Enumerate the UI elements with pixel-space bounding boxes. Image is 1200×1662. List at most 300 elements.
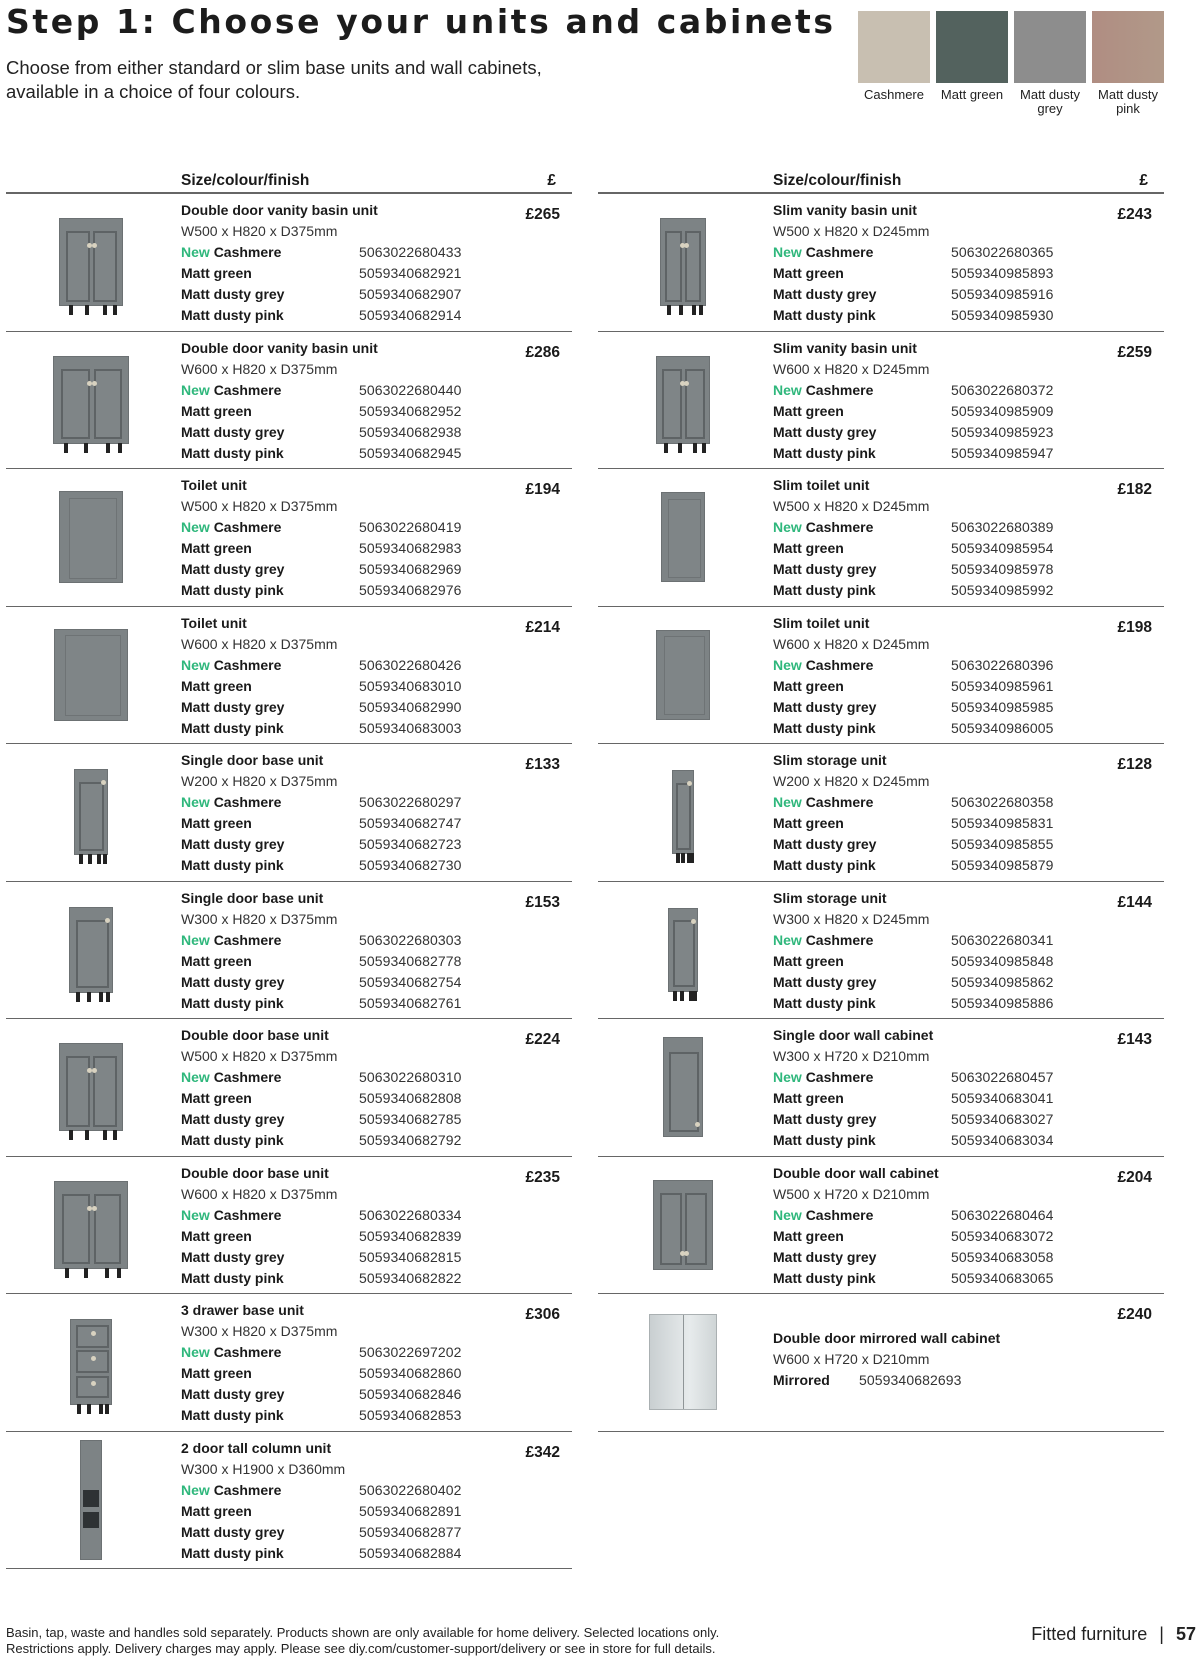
variant-row xyxy=(181,401,481,422)
variant-list xyxy=(181,1205,481,1289)
product-code: 5059340683041 xyxy=(951,1090,1054,1106)
product-code: 5059340682945 xyxy=(359,444,462,461)
variant-colour xyxy=(773,1268,951,1289)
variant-colour xyxy=(773,655,951,676)
variant-row xyxy=(773,1067,1073,1088)
variant-row xyxy=(773,718,1073,739)
variant-colour-name: Cashmere xyxy=(805,931,874,948)
product-code: 5059340682730 xyxy=(359,857,462,873)
variant-colour-name: Cashmere xyxy=(805,1206,874,1223)
product-row xyxy=(598,1294,1164,1432)
variant-colour xyxy=(773,813,951,834)
product-dimensions: W300 x H820 x D375mm xyxy=(181,910,338,927)
cabinet-illustration xyxy=(59,491,123,583)
product-name: Slim vanity basin unit xyxy=(773,339,917,356)
variant-colour xyxy=(181,676,359,697)
product-row xyxy=(6,1432,572,1570)
variant-colour-name: Matt dusty grey xyxy=(181,1523,285,1540)
product-info xyxy=(773,1163,1073,1289)
product-info xyxy=(181,1163,481,1289)
variant-row xyxy=(773,1370,1073,1391)
variant-colour-name: Matt dusty pink xyxy=(773,307,876,323)
variant-row xyxy=(181,1480,481,1501)
variant-colour xyxy=(181,1205,359,1226)
table-header xyxy=(598,168,1164,194)
product-code: 5063022680396 xyxy=(951,656,1054,673)
variant-colour-name: Matt green xyxy=(181,1502,252,1519)
variant-row xyxy=(181,559,481,580)
variant-colour xyxy=(773,1247,951,1268)
cabinet-illustration xyxy=(656,630,710,720)
variant-colour-name: Matt dusty pink xyxy=(773,1269,876,1286)
product-code: 5063022680297 xyxy=(359,794,462,810)
product-code: 5059340682822 xyxy=(359,1269,462,1286)
variant-colour-name: Cashmere xyxy=(213,794,282,810)
product-row xyxy=(6,1157,572,1295)
variant-colour xyxy=(773,834,951,855)
variant-colour-name: Matt dusty grey xyxy=(181,423,285,440)
variant-colour xyxy=(773,972,951,993)
variant-row xyxy=(181,951,481,972)
product-info xyxy=(181,475,481,601)
variant-colour-name: Cashmere xyxy=(213,381,282,398)
variant-colour-name: Matt dusty grey xyxy=(773,1248,877,1265)
new-badge: New xyxy=(181,1069,210,1085)
product-dimensions: W300 x H820 x D375mm xyxy=(181,1323,338,1339)
product-info xyxy=(773,200,1073,326)
product-code: 5059340682976 xyxy=(359,582,462,598)
variant-row xyxy=(773,834,1073,855)
variant-colour xyxy=(773,1370,859,1391)
product-code: 5059340985985 xyxy=(951,698,1054,715)
swatch-label: Matt dusty pink xyxy=(1098,87,1158,116)
left-product-table xyxy=(6,168,572,1569)
variant-colour xyxy=(773,380,951,401)
variant-row xyxy=(181,422,481,443)
variant-colour-name: Cashmere xyxy=(213,656,282,673)
variant-colour xyxy=(773,1109,951,1130)
variant-row xyxy=(773,1226,1073,1247)
page-footer xyxy=(1031,1624,1196,1645)
product-image xyxy=(6,744,176,881)
variant-colour xyxy=(181,1363,359,1384)
variant-colour xyxy=(181,284,359,305)
variant-row xyxy=(181,305,481,326)
product-row xyxy=(6,882,572,1020)
size-colour-finish-header: Size/colour/finish xyxy=(181,172,310,189)
product-code: 5059340682983 xyxy=(359,540,462,556)
product-price: £286 xyxy=(525,343,560,361)
variant-list xyxy=(181,1342,481,1426)
variant-row xyxy=(181,855,481,876)
variant-list xyxy=(773,1067,1073,1151)
cabinet-illustration xyxy=(649,1314,717,1410)
new-badge: New xyxy=(773,519,802,535)
product-code: 5059340682808 xyxy=(359,1090,462,1106)
variant-colour xyxy=(773,263,951,284)
product-dimensions: W600 x H820 x D375mm xyxy=(181,635,338,652)
product-price: £198 xyxy=(1117,618,1152,636)
swatch-cashmere xyxy=(858,11,930,116)
variant-colour-name: Matt dusty grey xyxy=(773,973,877,990)
product-code: 5059340985954 xyxy=(951,540,1054,556)
product-code: 5063022680440 xyxy=(359,381,462,398)
variant-colour xyxy=(181,1501,359,1522)
variant-row xyxy=(773,993,1073,1014)
variant-row xyxy=(181,676,481,697)
product-row xyxy=(598,1157,1164,1295)
variant-colour xyxy=(773,559,951,580)
variant-row xyxy=(181,538,481,559)
product-code: 5063022680334 xyxy=(359,1206,462,1223)
product-code: 5059340985855 xyxy=(951,836,1054,852)
product-dimensions: W500 x H820 x D375mm xyxy=(181,223,338,239)
product-code: 5063022680433 xyxy=(359,244,462,260)
variant-row xyxy=(773,951,1073,972)
variant-row xyxy=(773,284,1073,305)
product-price: £265 xyxy=(525,206,560,223)
variant-colour-name: Mirrored xyxy=(773,1372,830,1388)
new-badge: New xyxy=(773,1206,802,1223)
new-badge: New xyxy=(181,519,210,535)
right-product-table xyxy=(598,168,1164,1432)
variant-row xyxy=(773,1088,1073,1109)
variant-colour-name: Cashmere xyxy=(805,656,874,673)
variant-row xyxy=(181,284,481,305)
product-code: 5059340682938 xyxy=(359,423,462,440)
product-price: £214 xyxy=(525,618,560,636)
variant-list xyxy=(773,1370,1073,1391)
variant-row xyxy=(181,1405,481,1426)
product-code: 5059340682761 xyxy=(359,994,462,1011)
variant-colour xyxy=(181,1384,359,1405)
variant-list xyxy=(181,1480,481,1564)
product-image xyxy=(6,1019,176,1156)
variant-row xyxy=(773,1205,1073,1226)
variant-list xyxy=(773,380,1073,464)
product-code: 5059340683065 xyxy=(951,1269,1054,1286)
product-name: Slim storage unit xyxy=(773,889,887,906)
variant-colour-name: Matt dusty pink xyxy=(773,719,876,736)
variant-row xyxy=(181,697,481,718)
variant-list xyxy=(181,930,481,1014)
product-info xyxy=(773,750,1073,876)
variant-colour xyxy=(773,1205,951,1226)
variant-row xyxy=(181,380,481,401)
product-name: Single door wall cabinet xyxy=(773,1027,934,1043)
size-colour-finish-header: Size/colour/finish xyxy=(773,172,902,189)
product-image xyxy=(598,1294,768,1431)
variant-colour xyxy=(181,1543,359,1564)
variant-list xyxy=(773,930,1073,1014)
variant-colour-name: Cashmere xyxy=(805,519,874,535)
product-price: £204 xyxy=(1117,1168,1152,1186)
variant-colour-name: Matt dusty grey xyxy=(773,1111,877,1127)
variant-colour xyxy=(773,538,951,559)
variant-colour-name: Matt green xyxy=(181,952,252,969)
product-name: Single door base unit xyxy=(181,889,324,906)
product-code: 5059340682914 xyxy=(359,307,462,323)
variant-row xyxy=(181,655,481,676)
variant-colour xyxy=(773,676,951,697)
product-price: £224 xyxy=(525,1031,560,1048)
section-name: Fitted furniture xyxy=(1031,1624,1148,1644)
new-badge: New xyxy=(773,381,802,398)
product-image xyxy=(598,1157,768,1294)
product-code: 5059340682969 xyxy=(359,561,462,577)
variant-row xyxy=(181,1342,481,1363)
cabinet-illustration xyxy=(660,218,706,306)
variant-colour xyxy=(773,855,951,876)
variant-colour xyxy=(773,580,951,601)
cabinet-illustration xyxy=(59,1043,123,1131)
product-code: 5059340985893 xyxy=(951,265,1054,281)
variant-colour-name: Matt green xyxy=(773,815,844,831)
product-dimensions: W500 x H820 x D375mm xyxy=(181,498,338,514)
product-image xyxy=(6,1432,176,1569)
product-name: Slim toilet unit xyxy=(773,477,870,493)
variant-colour-name: Matt dusty grey xyxy=(181,1248,285,1265)
variant-row xyxy=(773,855,1073,876)
colour-swatches xyxy=(858,11,1164,116)
variant-list xyxy=(773,517,1073,601)
variant-colour-name: Cashmere xyxy=(805,794,874,810)
variant-colour xyxy=(181,1130,359,1151)
product-name: Double door base unit xyxy=(181,1027,329,1043)
variant-colour xyxy=(773,792,951,813)
new-badge: New xyxy=(181,244,210,260)
variant-row xyxy=(773,1109,1073,1130)
product-info xyxy=(181,888,481,1014)
variant-colour xyxy=(181,580,359,601)
product-row xyxy=(598,607,1164,745)
variant-colour xyxy=(181,930,359,951)
variant-colour-name: Matt dusty pink xyxy=(181,994,284,1011)
product-info xyxy=(181,613,481,739)
variant-row xyxy=(181,813,481,834)
swatch-matt-dusty-pink xyxy=(1092,11,1164,116)
variant-colour-name: Matt dusty pink xyxy=(773,444,876,461)
product-dimensions: W300 x H820 x D245mm xyxy=(773,910,930,927)
product-image xyxy=(598,194,768,331)
product-code: 5059340682877 xyxy=(359,1523,462,1540)
product-code: 5059340682747 xyxy=(359,815,462,831)
variant-colour xyxy=(181,972,359,993)
product-code: 5059340985916 xyxy=(951,286,1054,302)
product-info xyxy=(181,1300,481,1426)
product-dimensions: W300 x H720 x D210mm xyxy=(773,1048,930,1064)
variant-colour xyxy=(773,305,951,326)
product-code: 5059340985879 xyxy=(951,857,1054,873)
product-code: 5059340985848 xyxy=(951,952,1054,969)
variant-row xyxy=(181,972,481,993)
variant-row xyxy=(181,242,481,263)
product-code: 5059340985947 xyxy=(951,444,1054,461)
product-code: 5063022680457 xyxy=(951,1069,1054,1085)
cabinet-illustration xyxy=(80,1440,102,1560)
variant-row xyxy=(181,1543,481,1564)
variant-colour xyxy=(181,263,359,284)
cabinet-illustration xyxy=(70,1319,112,1405)
product-image xyxy=(6,882,176,1019)
product-code: 5059340682907 xyxy=(359,286,462,302)
variant-colour xyxy=(181,792,359,813)
variant-colour xyxy=(773,930,951,951)
variant-colour-name: Matt green xyxy=(181,1227,252,1244)
variant-row xyxy=(773,580,1073,601)
product-info xyxy=(181,750,481,876)
variant-list xyxy=(773,242,1073,326)
variant-colour-name: Matt green xyxy=(773,1090,844,1106)
product-image xyxy=(6,607,176,744)
new-badge: New xyxy=(181,381,210,398)
variant-colour-name: Cashmere xyxy=(213,519,282,535)
product-code: 5059340985992 xyxy=(951,582,1054,598)
variant-row xyxy=(181,834,481,855)
variant-colour xyxy=(181,1088,359,1109)
cabinet-illustration xyxy=(53,356,129,444)
product-price: £128 xyxy=(1117,756,1152,773)
product-image xyxy=(6,469,176,606)
new-badge: New xyxy=(773,1069,802,1085)
cabinet-illustration xyxy=(661,492,705,582)
variant-colour xyxy=(181,517,359,538)
product-image xyxy=(598,1019,768,1156)
product-dimensions: W600 x H820 x D375mm xyxy=(181,1185,338,1202)
footer-separator: | xyxy=(1159,1624,1164,1644)
new-badge: New xyxy=(181,656,210,673)
swatch-color-box xyxy=(936,11,1008,83)
product-code: 5063022680365 xyxy=(951,244,1054,260)
product-dimensions: W200 x H820 x D245mm xyxy=(773,773,930,789)
product-row xyxy=(6,744,572,882)
variant-colour-name: Cashmere xyxy=(213,1344,282,1360)
variant-colour xyxy=(181,1067,359,1088)
variant-colour-name: Matt dusty grey xyxy=(181,973,285,990)
variant-colour-name: Matt green xyxy=(773,952,844,969)
variant-list xyxy=(181,1067,481,1151)
variant-colour xyxy=(181,697,359,718)
variant-row xyxy=(181,993,481,1014)
variant-colour xyxy=(773,718,951,739)
product-code: 5059340682884 xyxy=(359,1544,462,1561)
product-code: 5063022680464 xyxy=(951,1206,1054,1223)
page-number: 57 xyxy=(1175,1624,1196,1644)
product-dimensions: W600 x H820 x D245mm xyxy=(773,360,930,377)
cabinet-illustration xyxy=(74,769,108,855)
product-code: 5059340985978 xyxy=(951,561,1054,577)
variant-colour-name: Cashmere xyxy=(213,1069,282,1085)
product-price: £240 xyxy=(1117,1306,1152,1323)
variant-colour-name: Cashmere xyxy=(213,244,282,260)
product-code: 5063022680303 xyxy=(359,931,462,948)
variant-colour-name: Matt green xyxy=(181,1090,252,1106)
variant-row xyxy=(181,1384,481,1405)
product-code: 5059340682846 xyxy=(359,1386,462,1402)
variant-row xyxy=(181,718,481,739)
swatch-label: Matt dusty grey xyxy=(1020,87,1080,116)
product-price: £133 xyxy=(525,756,560,773)
variant-colour-name: Matt green xyxy=(773,265,844,281)
product-price: £144 xyxy=(1117,893,1152,911)
product-code: 5059340985909 xyxy=(951,402,1054,419)
variant-colour xyxy=(773,284,951,305)
variant-colour xyxy=(181,855,359,876)
product-code: 5059340682891 xyxy=(359,1502,462,1519)
variant-row xyxy=(181,443,481,464)
variant-colour-name: Matt dusty grey xyxy=(773,423,877,440)
variant-colour-name: Matt dusty grey xyxy=(181,836,285,852)
product-info xyxy=(773,888,1073,1014)
product-row xyxy=(598,194,1164,332)
product-price: £235 xyxy=(525,1168,560,1186)
variant-row xyxy=(773,517,1073,538)
variant-list xyxy=(181,655,481,739)
variant-colour xyxy=(181,1247,359,1268)
product-info xyxy=(181,1438,481,1564)
swatch-matt-green xyxy=(936,11,1008,116)
variant-row xyxy=(773,559,1073,580)
product-price: £342 xyxy=(525,1443,560,1461)
variant-row xyxy=(773,655,1073,676)
product-name: Double door mirrored wall cabinet xyxy=(773,1330,1001,1346)
variant-colour xyxy=(773,1130,951,1151)
price-header: £ xyxy=(1139,172,1148,189)
product-code: 5063022697202 xyxy=(359,1344,462,1360)
variant-colour xyxy=(181,242,359,263)
product-price: £153 xyxy=(525,893,560,911)
variant-colour-name: Matt dusty pink xyxy=(773,582,876,598)
product-image xyxy=(6,1294,176,1431)
product-code: 5059340985923 xyxy=(951,423,1054,440)
new-badge: New xyxy=(773,244,802,260)
variant-colour-name: Matt dusty grey xyxy=(181,1386,285,1402)
variant-colour xyxy=(181,401,359,422)
new-badge: New xyxy=(773,794,802,810)
variant-row xyxy=(773,305,1073,326)
product-info xyxy=(181,1025,481,1151)
variant-row xyxy=(181,1363,481,1384)
variant-colour-name: Matt green xyxy=(773,677,844,694)
variant-colour-name: Matt green xyxy=(181,540,252,556)
product-price: £243 xyxy=(1117,206,1152,223)
product-code: 5063022680389 xyxy=(951,519,1054,535)
variant-row xyxy=(181,517,481,538)
cabinet-illustration xyxy=(54,629,128,721)
product-info xyxy=(181,338,481,464)
product-name: Double door vanity basin unit xyxy=(181,339,378,356)
product-code: 5059340682853 xyxy=(359,1407,462,1423)
new-badge: New xyxy=(773,931,802,948)
new-badge: New xyxy=(773,656,802,673)
product-code: 5063022680419 xyxy=(359,519,462,535)
cabinet-illustration xyxy=(69,907,113,993)
variant-colour xyxy=(181,443,359,464)
variant-row xyxy=(181,580,481,601)
product-image xyxy=(6,1157,176,1294)
product-info xyxy=(181,200,481,326)
variant-colour xyxy=(181,1405,359,1426)
variant-list xyxy=(773,792,1073,876)
variant-colour xyxy=(773,951,951,972)
cabinet-illustration xyxy=(653,1180,713,1270)
product-info xyxy=(773,338,1073,464)
product-list xyxy=(6,194,572,1569)
variant-list xyxy=(181,380,481,464)
variant-colour xyxy=(181,834,359,855)
product-dimensions: W300 x H1900 x D360mm xyxy=(181,1460,346,1477)
variant-colour xyxy=(181,951,359,972)
